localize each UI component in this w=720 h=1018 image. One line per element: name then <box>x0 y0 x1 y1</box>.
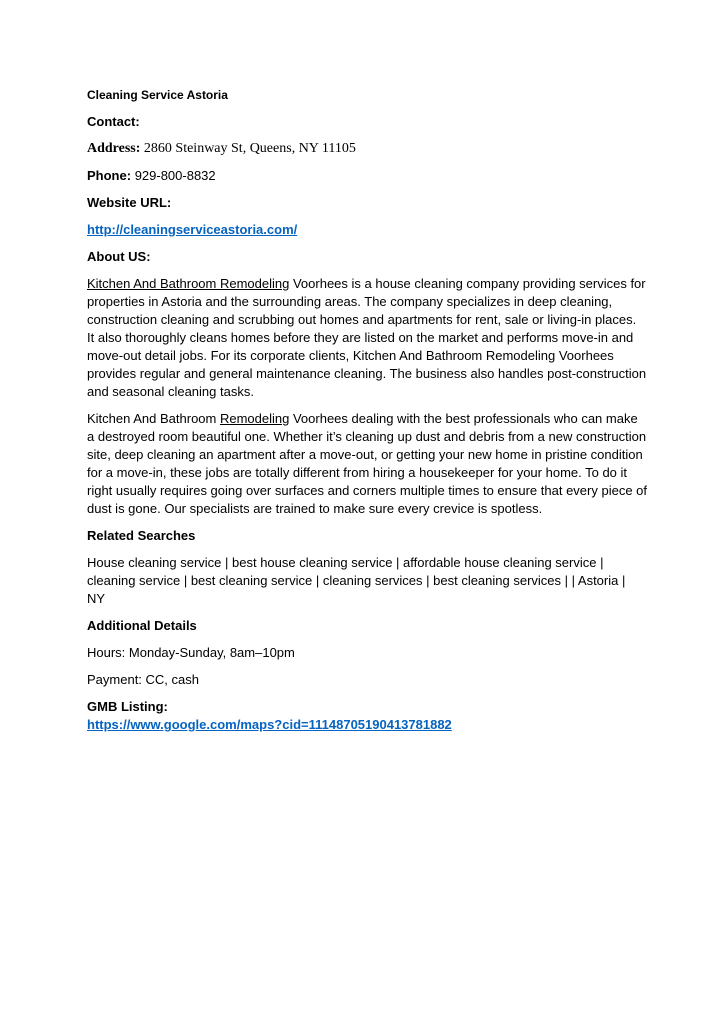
about-paragraph-1-text: Voorhees is a house cleaning company providing services for properties in Astoria and the surrounding areas. The company specializes in deep cleaning, construction cleaning and scrubbing out homes and apartments for rent, sale or living-in places. It also thoroughly cleans homes before they are listed on the market and performs move-in and move-out detail jobs. For its corporate clients, Kitchen And Bathroom Remodeling Voorhees provides regular and general maintenance cleaning. The business also handles post-construction and seasonal cleaning tasks. <box>87 276 647 399</box>
related-searches-heading: Related Searches <box>87 528 196 543</box>
website-heading: Website URL: <box>87 195 172 210</box>
contact-heading: Contact: <box>87 114 140 129</box>
phone-label: Phone: <box>87 168 132 183</box>
about-paragraph-1 <box>87 275 647 401</box>
about-heading: About US: <box>87 249 151 264</box>
gmb-url-line <box>87 716 647 734</box>
phone-line <box>87 167 647 185</box>
website-link[interactable]: http://cleaningserviceastoria.com/ <box>87 222 298 237</box>
gmb-link[interactable]: https://www.google.com/maps?cid=11148705190413781882 <box>87 717 452 732</box>
additional-details-heading: Additional Details <box>87 618 197 633</box>
document-title: Cleaning Service Astoria <box>87 88 228 102</box>
about-paragraph-2-prefix: Kitchen And Bathroom <box>87 411 220 426</box>
phone-value: 929-800-8832 <box>134 168 216 183</box>
payment-line: Payment: CC, cash <box>87 672 199 687</box>
related-searches-text: House cleaning service | best house cleaning service | affordable house cleaning service | cleaning service | best cleaning service | cleaning services | best cleaning services | | Astoria | NY <box>87 555 626 606</box>
about-paragraph-2 <box>87 410 647 518</box>
address-line <box>87 140 647 158</box>
hours-line: Hours: Monday-Sunday, 8am–10pm <box>87 645 295 660</box>
website-url-line <box>87 221 647 239</box>
address-value: 2860 Steinway St, Queens, NY 11105 <box>143 141 356 156</box>
document-page <box>87 86 647 734</box>
about-paragraph-2-text: Voorhees dealing with the best professionals who can make a destroyed room beautiful one. Whether it’s cleaning up dust and debris from a new construction site, deep cleaning an apartment after a move-out, or getting your new home in pristine condition for a move-in, these jobs are totally different from hiring a housekeeper for your home. To do it right usually requires going over surfaces and corners multiple times to ensure that every piece of dust is gone. Our specialists are trained to make sure every crevice is spotless. <box>87 411 648 516</box>
keyword-link-1[interactable]: Kitchen And Bathroom Remodeling <box>87 276 290 291</box>
address-label: Address: <box>87 141 141 156</box>
keyword-link-2[interactable]: Remodeling <box>219 411 290 426</box>
gmb-listing-label: GMB Listing: <box>87 699 168 714</box>
